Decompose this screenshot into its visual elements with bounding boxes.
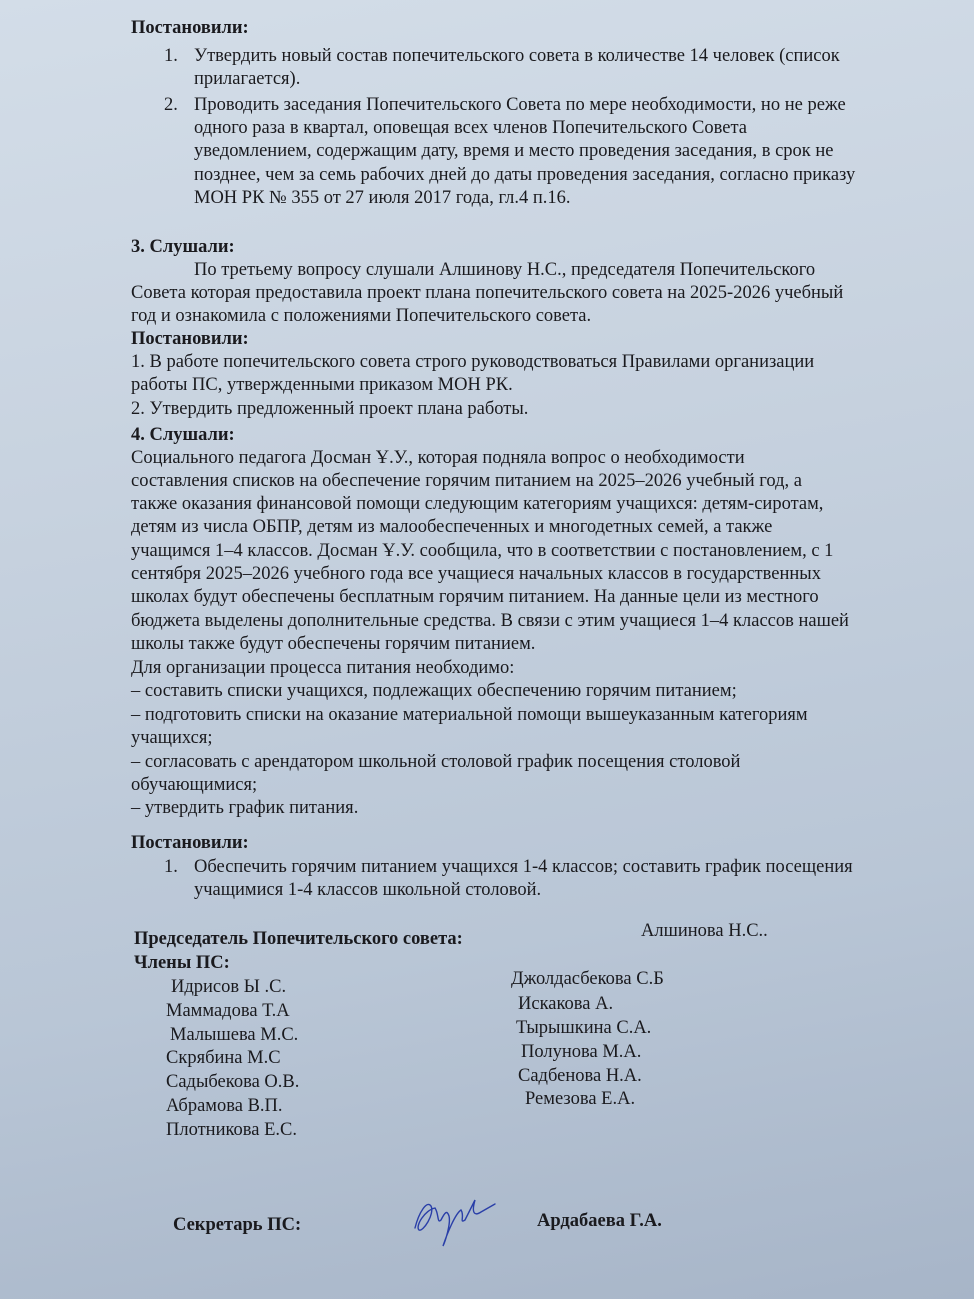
decision-line: прилагается). — [194, 69, 301, 89]
decisions-heading: Постановили: — [131, 18, 249, 38]
member-name: Ремезова Е.А. — [525, 1089, 636, 1109]
chair-label: Председатель Попечительского совета: — [134, 929, 463, 949]
member-name: Садыбекова О.В. — [166, 1072, 300, 1092]
decisions-heading: Постановили: — [131, 329, 249, 349]
decisions-heading: Постановили: — [131, 833, 249, 853]
member-name: Плотникова Е.С. — [166, 1120, 297, 1140]
decision-line: Утвердить новый состав попечительского совета в количестве 14 человек (список — [194, 46, 840, 66]
paragraph-line: учащихся; — [131, 728, 213, 748]
list-number: 1. — [164, 46, 178, 66]
member-name: Джолдасбекова С.Б — [511, 969, 664, 989]
handwritten-signature — [405, 1190, 505, 1250]
decision-line: Проводить заседания Попечительского Совета по мере необходимости, но не реже — [194, 95, 846, 115]
members-label: Члены ПС: — [134, 953, 230, 973]
paragraph-line: – утвердить график питания. — [131, 798, 359, 818]
member-name: Садбенова Н.А. — [518, 1066, 642, 1086]
paragraph-line: – согласовать с арендатором школьной столовой график посещения столовой — [131, 752, 741, 772]
secretary-name: Ардабаева Г.А. — [537, 1211, 662, 1231]
paragraph-line: По третьему вопросу слушали Алшинову Н.С., председателя Попечительского — [194, 260, 816, 280]
decision-line: 1. В работе попечительского совета строго руководствоваться Правилами организации — [131, 352, 815, 372]
paragraph-line: Совета которая предоставила проект плана попечительского совета на 2025-2026 учебный — [131, 283, 844, 303]
member-name: Малышева М.С. — [170, 1025, 299, 1045]
member-name: Маммадова Т.А — [166, 1001, 290, 1021]
paragraph-line: – составить списки учащихся, подлежащих обеспечению горячим питанием; — [131, 681, 737, 701]
paragraph-line: учащимся 1–4 классов. Досман Ұ.У. сообщила, что в соответствии с постановлением, с 1 — [131, 541, 834, 561]
member-name: Скрябина М.С — [166, 1048, 281, 1068]
decision-line: учащимися 1-4 классов школьной столовой. — [194, 880, 542, 900]
paragraph-line: сентября 2025–2026 учебного года все учащиеся начальных классов в государственных — [131, 564, 821, 584]
paragraph-line: детям из числа ОБПР, детям из малообеспеченных и многодетных семей, а также — [131, 517, 773, 537]
member-name: Абрамова В.П. — [166, 1096, 283, 1116]
decision-line: одного раза в квартал, оповещая всех членов Попечительского Совета — [194, 118, 747, 138]
paragraph-line: обучающимися; — [131, 775, 258, 795]
section4-heading: 4. Слушали: — [131, 425, 235, 445]
paragraph-line: бюджета выделены дополнительные средства. В связи с этим учащиеся 1–4 классов нашей — [131, 611, 849, 631]
paragraph-line: школах будут обеспечены бесплатным горячим питанием. На данные цели из местного — [131, 587, 819, 607]
secretary-label: Секретарь ПС: — [173, 1215, 302, 1235]
decision-line: Обеспечить горячим питанием учащихся 1-4 классов; составить график посещения — [194, 857, 853, 877]
section3-heading: 3. Слушали: — [131, 237, 235, 257]
decision-line: уведомлением, содержащим дату, время и место проведения заседания, в срок не — [194, 141, 834, 161]
decision-line: позднее, чем за семь рабочих дней до даты проведения заседания, согласно приказу — [194, 165, 856, 185]
paragraph-line: – подготовить списки на оказание материальной помощи вышеуказанным категориям — [131, 705, 808, 725]
paragraph-line: составления списков на обеспечение горячим питанием на 2025–2026 учебный год, а — [131, 471, 802, 491]
paragraph-line: год и ознакомила с положениями Попечительского совета. — [131, 306, 592, 326]
paragraph-line: школы также будут обеспечены горячим питанием. — [131, 634, 536, 654]
decision-line: работы ПС, утвержденными приказом МОН РК. — [131, 375, 513, 395]
paragraph-line: Социального педагога Досман Ұ.У., которая подняла вопрос о необходимости — [131, 448, 745, 468]
chair-name: Алшинова Н.С.. — [641, 921, 768, 941]
member-name: Тырышкина С.А. — [516, 1018, 652, 1038]
decision-line: 2. Утвердить предложенный проект плана работы. — [131, 399, 529, 419]
list-number: 2. — [164, 95, 178, 115]
member-name: Искакова А. — [518, 994, 614, 1014]
decision-line: МОН РК № 355 от 27 июля 2017 года, гл.4 п.16. — [194, 188, 571, 208]
member-name: Полунова М.А. — [521, 1042, 642, 1062]
member-name: Идрисов Ы .С. — [171, 977, 287, 997]
paragraph-line: также оказания финансовой помощи следующим категориям учащихся: детям-сиротам, — [131, 494, 824, 514]
paragraph-line: Для организации процесса питания необходимо: — [131, 658, 515, 678]
list-number: 1. — [164, 857, 178, 877]
